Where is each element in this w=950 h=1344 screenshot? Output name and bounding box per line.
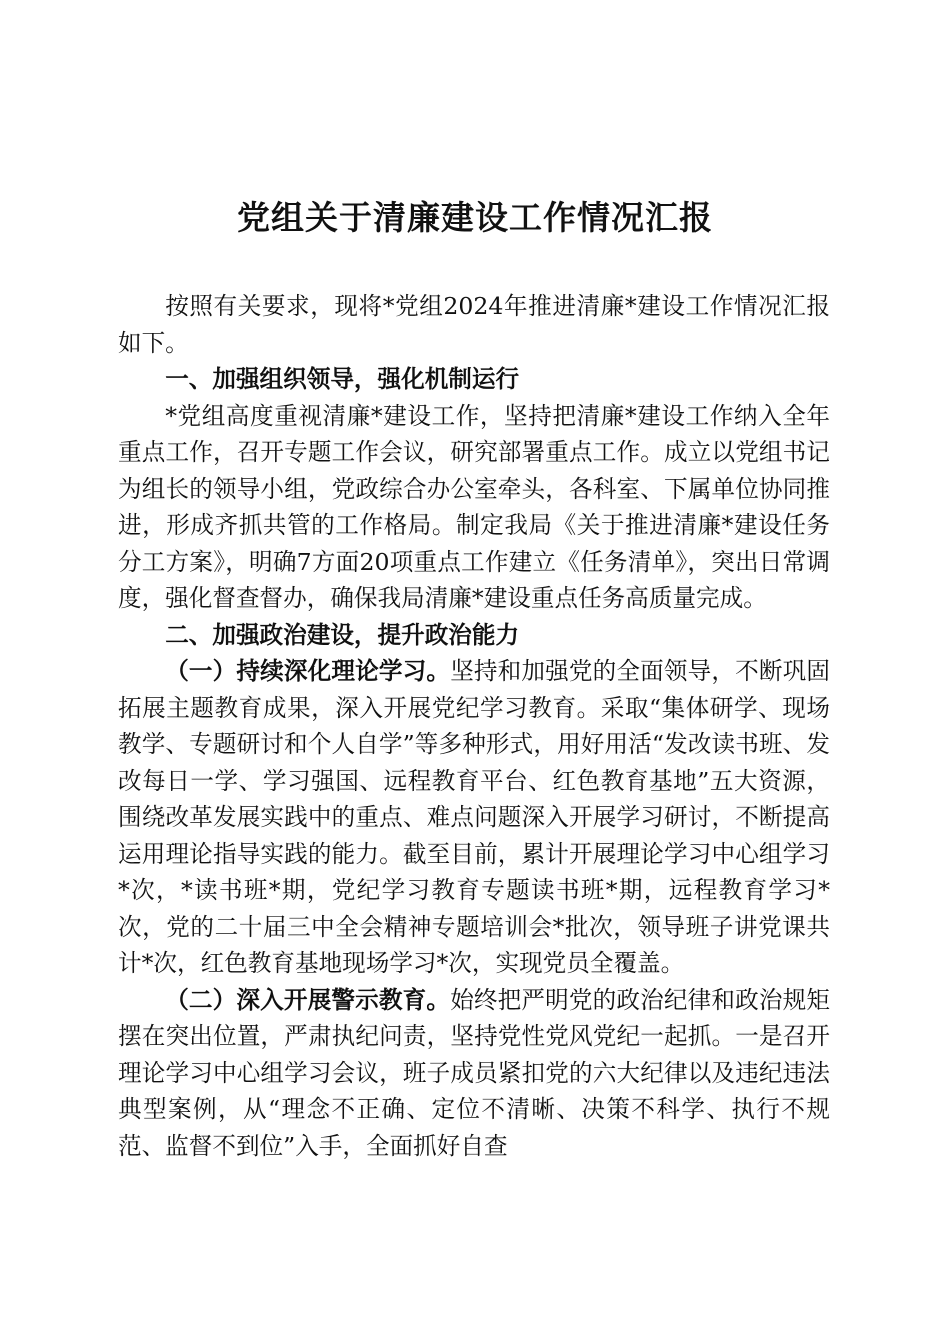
item-1-body: 坚持和加强党的全面领导，不断巩固拓展主题教育成果，深入开展党纪学习教育。采取“集体研学、现场教学、专题研讨和个人自学”等多种形式，用好用活“发改读书班、发改每日一学、学习强国、远程教育平台、红色教育基地”五大资源，围绕改革发展实践中的重点、难点问题深入开展学习研讨，不断提高运用理论指导实践的能力。截至目前，累计开展理论学习中心组学习*次，*读书班*期，党纪学习教育专题读书班*期，远程教育学习*次，党的二十届三中全会精神专题培训会*批次，领导班子讲党课共计*次，红色教育基地现场学习*次，实现党员全覆盖。 <box>118 657 831 977</box>
section-2-item-2-paragraph <box>118 982 830 1165</box>
section-heading-1: 一、加强组织领导，强化机制运行 <box>165 365 520 393</box>
item-1-lead: （一）持续深化理论学习。 <box>165 657 451 685</box>
section-1-paragraph: *党组高度重视清廉*建设工作，坚持把清廉*建设工作纳入全年重点工作，召开专题工作会议，研究部署重点工作。成立以党组书记为组长的领导小组，党政综合办公室牵头，各科室、下属单位协同推进，形成齐抓共管的工作格局。制定我局《关于推进清廉*建设任务分工方案》，明确7方面20项重点工作建立《任务清单》，突出日常调度，强化督查督办，确保我局清廉*建设重点任务高质量完成。 <box>118 401 830 612</box>
intro-paragraph: 按照有关要求，现将*党组2024年推进清廉*建设工作情况汇报如下。 <box>118 292 830 357</box>
item-2-body: 始终把严明党的政治纪律和政治规矩摆在突出位置，严肃执纪问责，坚持党性党风党纪一起抓。一是召开理论学习中心组学习会议，班子成员紧扣党的六大纪律以及违纪违法典型案例，从“理念不正确、定位不清晰、决策不科学、执行不规范、监督不到位”入手，全面抓好自查 <box>118 985 831 1160</box>
item-2-lead: （二）深入开展警示教育。 <box>165 985 451 1014</box>
document-body <box>118 288 830 1164</box>
section-2-item-1-paragraph <box>118 653 830 982</box>
section-heading-2: 二、加强政治建设，提升政治能力 <box>165 620 520 649</box>
document-title: 党组关于清廉建设工作情况汇报 <box>237 198 713 237</box>
